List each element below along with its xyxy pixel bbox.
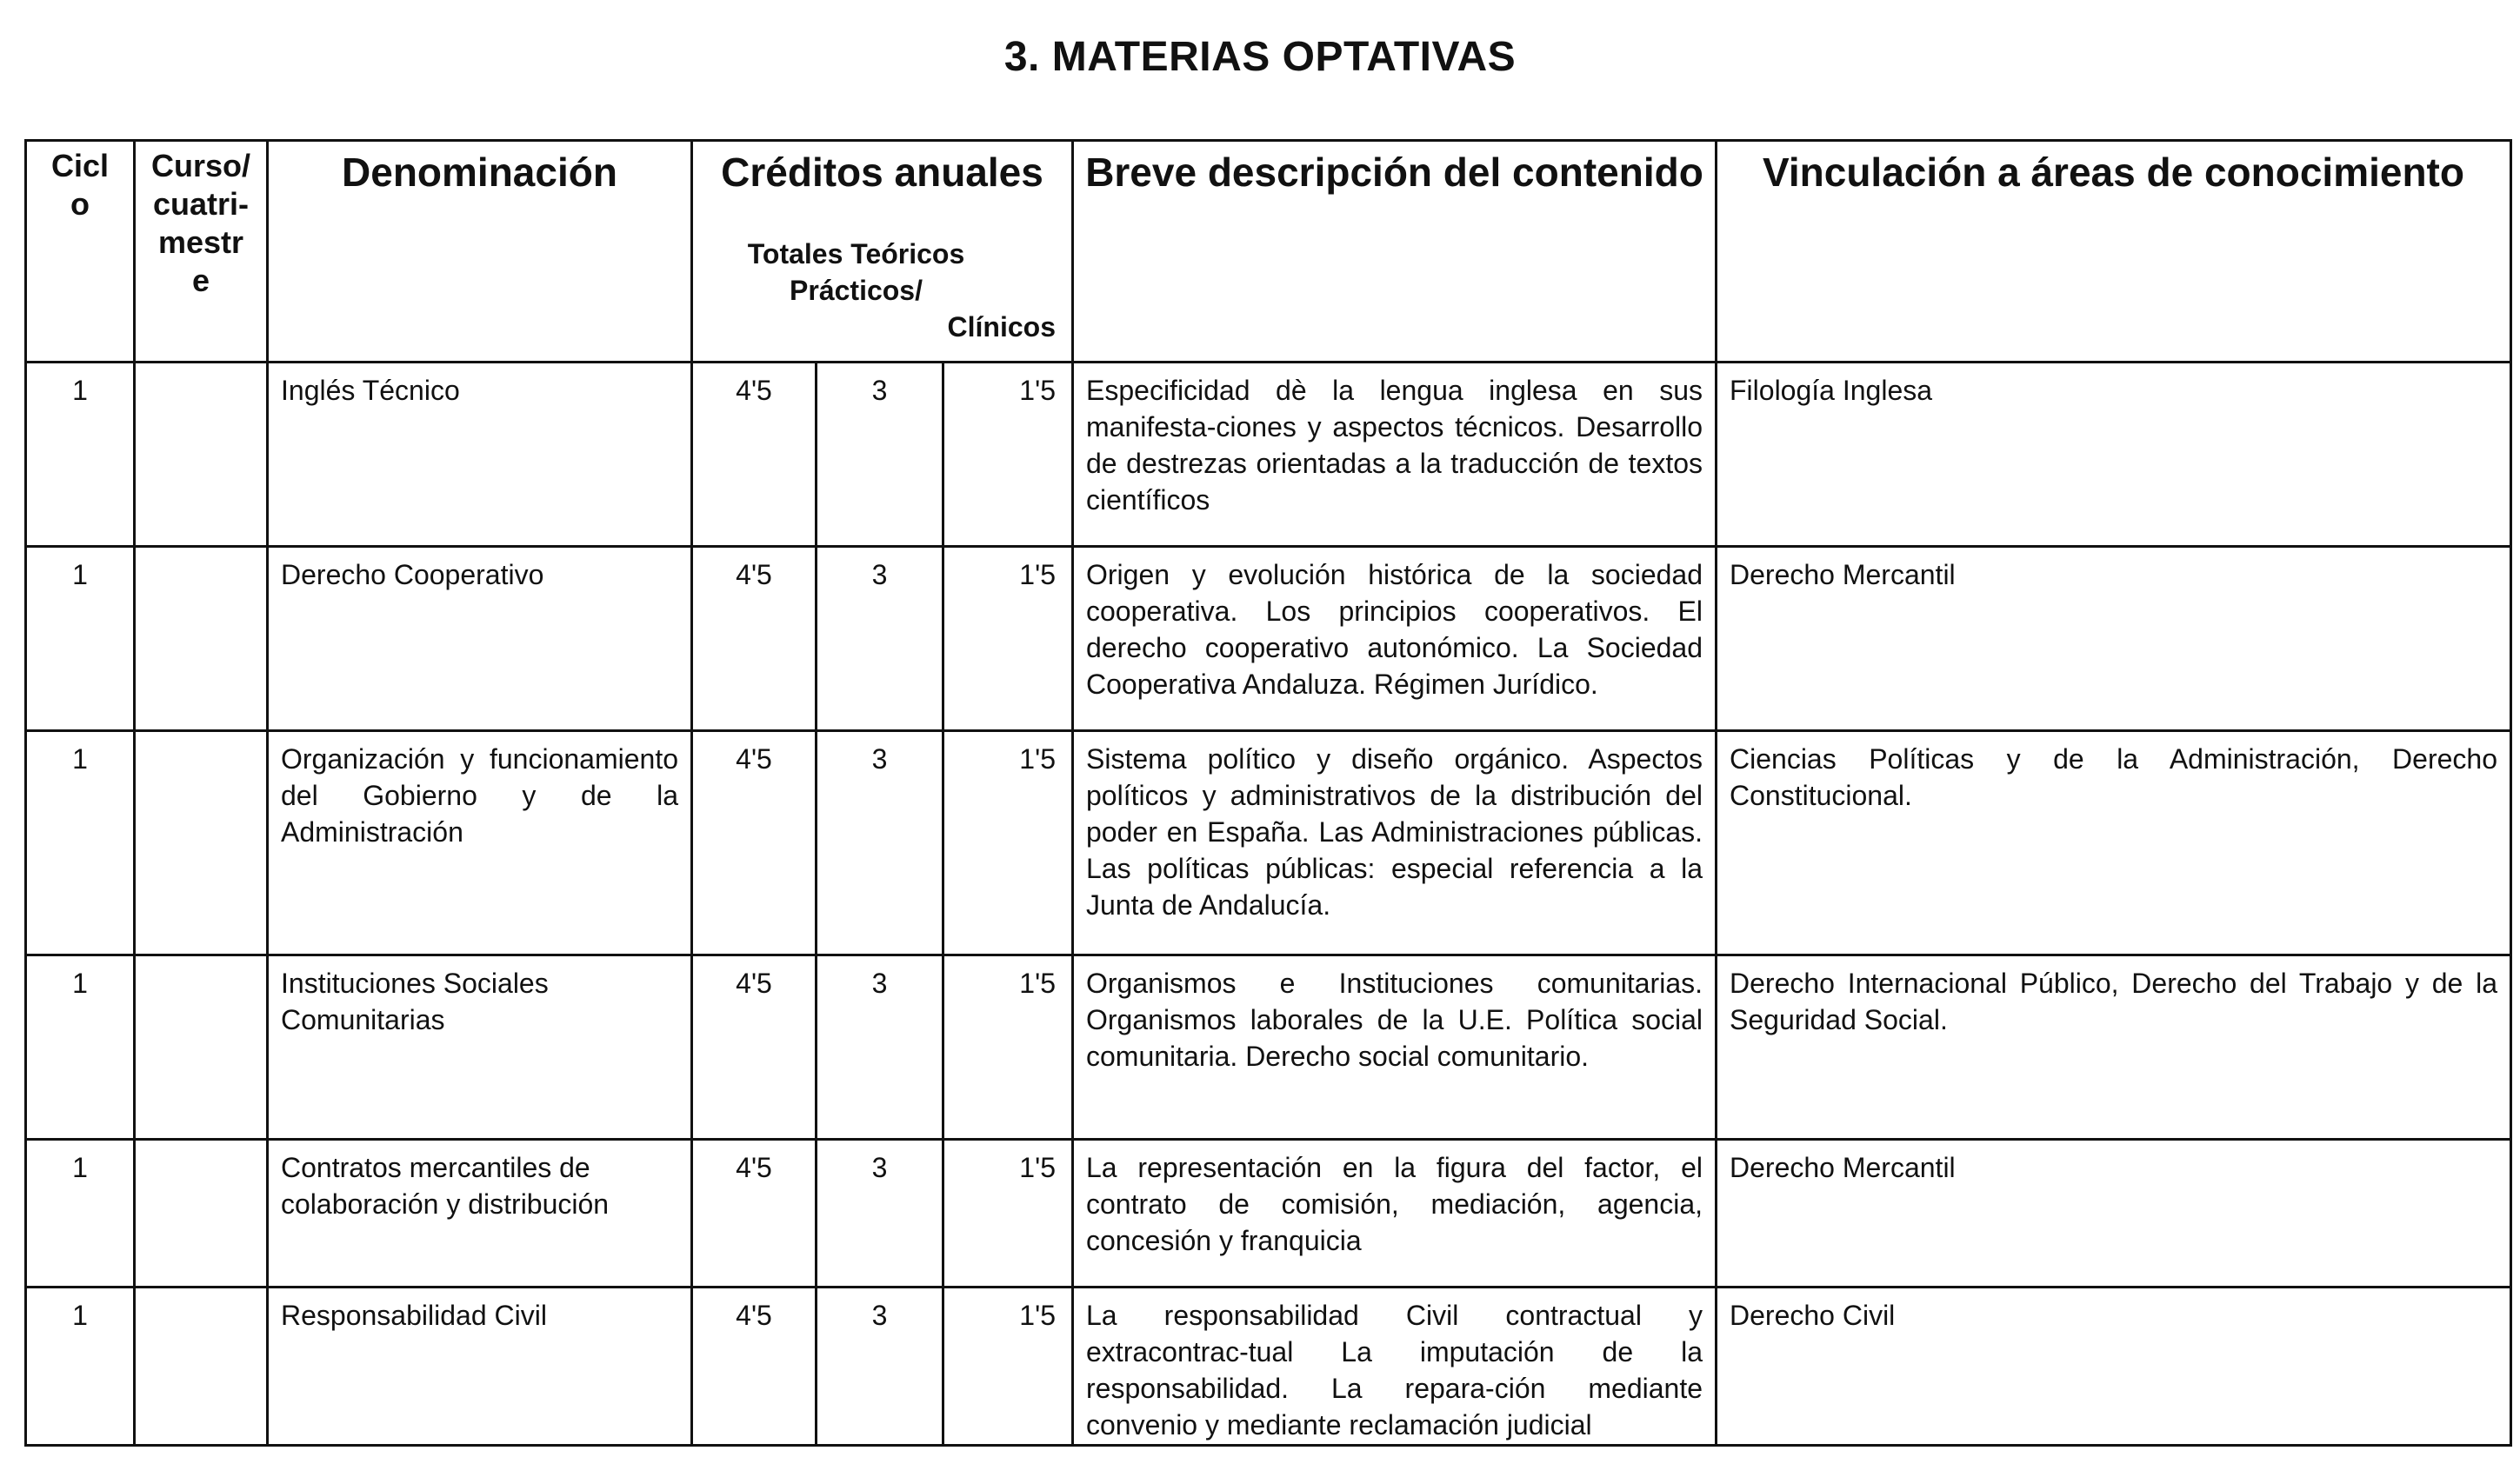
cell-vinculacion: Filología Inglesa xyxy=(1717,363,2511,547)
cell-curso xyxy=(135,363,268,547)
cell-vinculacion: Derecho Mercantil xyxy=(1717,1140,2511,1288)
cell-ciclo: 1 xyxy=(26,363,135,547)
cell-descripcion: La representación en la figura del factor, el contrato de comisión, mediación, agencia, concesión y franquicia xyxy=(1073,1140,1717,1288)
cell-vinculacion: Derecho Internacional Público, Derecho del Trabajo y de la Seguridad Social. xyxy=(1717,955,2511,1140)
cell-ciclo: 1 xyxy=(26,731,135,955)
cell-curso xyxy=(135,1140,268,1288)
cell-practicos: 1'5 xyxy=(943,731,1073,955)
header-ciclo: Cicl o xyxy=(26,141,135,363)
cell-practicos: 1'5 xyxy=(943,363,1073,547)
cell-descripcion: Especificidad dè la lengua inglesa en sus manifesta-ciones y aspectos técnicos. Desarrollo de destrezas orientadas a la traducción de textos científicos xyxy=(1073,363,1717,547)
cell-vinculacion: Derecho Mercantil xyxy=(1717,547,2511,731)
table-row xyxy=(26,363,2511,547)
header-totales-teoricos: Totales Teóricos xyxy=(747,238,965,270)
cell-denominacion: Inglés Técnico xyxy=(268,363,692,547)
cell-curso xyxy=(135,731,268,955)
cell-denominacion: Responsabilidad Civil xyxy=(268,1288,692,1446)
cell-vinculacion: Derecho Civil xyxy=(1717,1288,2511,1446)
header-clinicos: Clínicos xyxy=(947,311,1056,343)
cell-denominacion: Derecho Cooperativo xyxy=(268,547,692,731)
cell-teoricos: 3 xyxy=(817,731,943,955)
cell-teoricos: 3 xyxy=(817,1140,943,1288)
header-denominacion: Denominación xyxy=(268,141,692,363)
cell-curso xyxy=(135,1288,268,1446)
cell-totales: 4'5 xyxy=(692,955,817,1140)
cell-totales: 4'5 xyxy=(692,731,817,955)
cell-teoricos: 3 xyxy=(817,955,943,1140)
header-row xyxy=(26,141,2511,363)
table-row xyxy=(26,1140,2511,1288)
cell-curso xyxy=(135,955,268,1140)
header-curso: Curso/ cuatri- mestr e xyxy=(135,141,268,363)
header-creditos-sub xyxy=(693,236,1071,345)
table-row xyxy=(26,731,2511,955)
cell-totales: 4'5 xyxy=(692,363,817,547)
table-row xyxy=(26,1288,2511,1446)
cell-ciclo: 1 xyxy=(26,955,135,1140)
cell-ciclo: 1 xyxy=(26,547,135,731)
cell-practicos: 1'5 xyxy=(943,1140,1073,1288)
cell-ciclo: 1 xyxy=(26,1140,135,1288)
cell-totales: 4'5 xyxy=(692,547,817,731)
cell-ciclo: 1 xyxy=(26,1288,135,1446)
cell-teoricos: 3 xyxy=(817,547,943,731)
cell-denominacion: Contratos mercantiles de colaboración y distribución xyxy=(268,1140,692,1288)
header-creditos-title: Créditos anuales xyxy=(721,150,1043,195)
cell-practicos: 1'5 xyxy=(943,1288,1073,1446)
optativas-table xyxy=(24,139,2512,1447)
cell-descripcion: La responsabilidad Civil contractual y extracontrac-tual La imputación de la responsabilidad. La repara-ción mediante convenio y mediante reclamación judicial xyxy=(1073,1288,1717,1446)
header-creditos xyxy=(692,141,1073,363)
cell-descripcion: Sistema político y diseño orgánico. Aspectos políticos y administrativos de la distribución del poder en España. Las Administraciones públicas. Las políticas públicas: especial referencia a la Junta de Andalucía. xyxy=(1073,731,1717,955)
table-row xyxy=(26,955,2511,1140)
cell-teoricos: 3 xyxy=(817,363,943,547)
cell-totales: 4'5 xyxy=(692,1288,817,1446)
cell-totales: 4'5 xyxy=(692,1140,817,1288)
header-descripcion: Breve descripción del contenido xyxy=(1073,141,1717,363)
cell-denominacion: Organización y funcionamiento del Gobierno y de la Administración xyxy=(268,731,692,955)
page-title: 3. MATERIAS OPTATIVAS xyxy=(1003,34,1517,80)
cell-curso xyxy=(135,547,268,731)
cell-descripcion: Origen y evolución histórica de la sociedad cooperativa. Los principios cooperativos. El derecho cooperativo autonómico. La Sociedad Cooperativa Andaluza. Régimen Jurídico. xyxy=(1073,547,1717,731)
cell-practicos: 1'5 xyxy=(943,547,1073,731)
cell-vinculacion: Ciencias Políticas y de la Administración, Derecho Constitucional. xyxy=(1717,731,2511,955)
cell-descripcion: Organismos e Instituciones comunitarias. Organismos laborales de la U.E. Política social comunitaria. Derecho social comunitario. xyxy=(1073,955,1717,1140)
cell-denominacion: Instituciones Sociales Comunitarias xyxy=(268,955,692,1140)
header-vinculacion: Vinculación a áreas de conocimiento xyxy=(1717,141,2511,363)
cell-teoricos: 3 xyxy=(817,1288,943,1446)
cell-practicos: 1'5 xyxy=(943,955,1073,1140)
header-practicos: Prácticos/ xyxy=(790,275,923,306)
table-row xyxy=(26,547,2511,731)
